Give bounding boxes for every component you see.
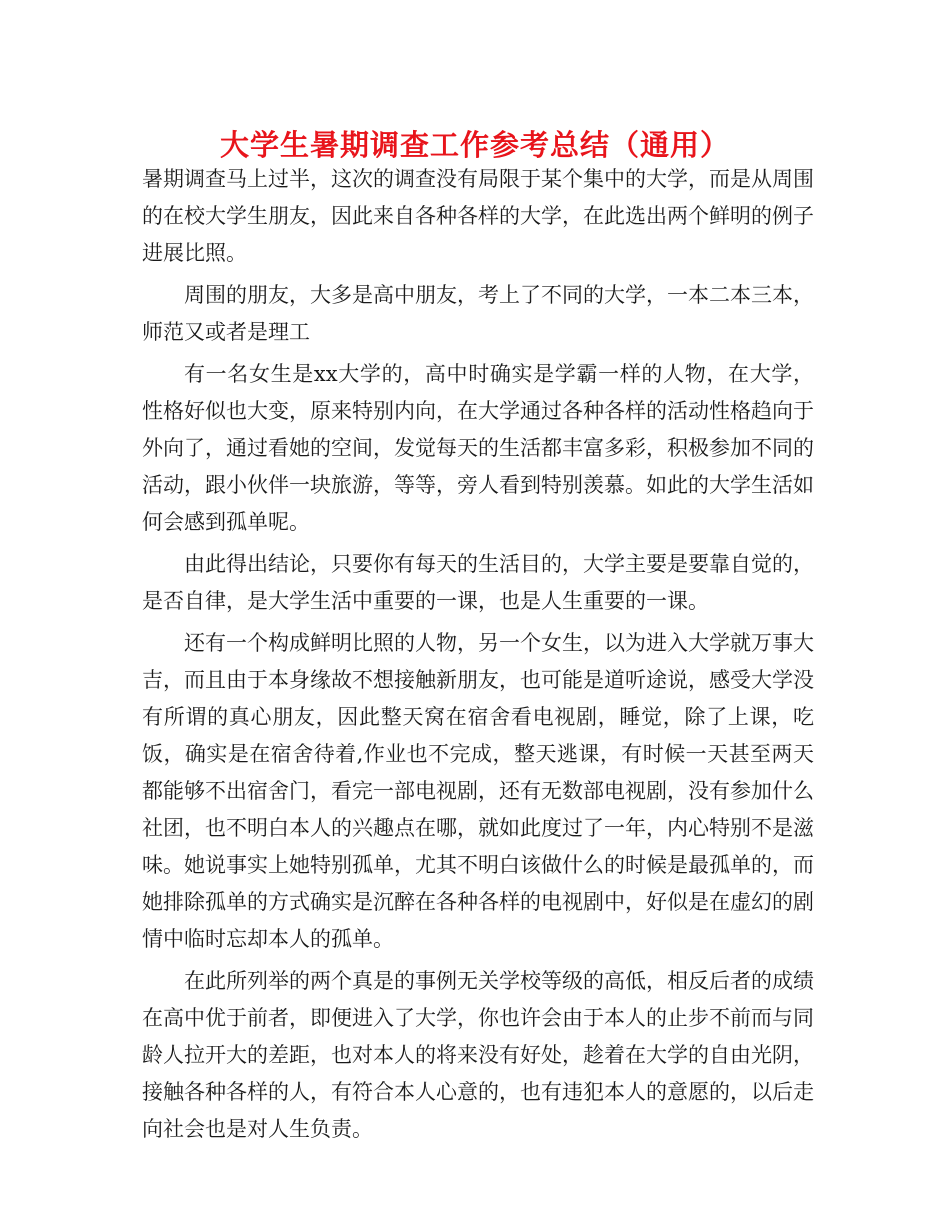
paragraph-intro: 暑期调查马上过半，这次的调查没有局限于某个集中的大学，而是从周围的在校大学生朋友，因此来自各种各样的大学，在此选出两个鲜明的例子进展比照。 xyxy=(142,167,814,265)
paragraph-conclusion: 由此得出结论，只要你有每天的生活目的，大学主要是要靠自觉的，是否自律，是大学生活中重要的一课，也是人生重要的一课。 xyxy=(142,552,814,613)
document-title: 大学生暑期调查工作参考总结（通用） xyxy=(219,128,730,162)
paragraph-summary: 在此所列举的两个真是的事例无关学校等级的高低，相反后者的成绩在高中优于前者，即便进入了大学，你也许会由于本人的止步不前而与同龄人拉开大的差距，也对本人的将来没有好处，趁着在大学的自由光阴，接触各种各样的人，有符合本人心意的，也有违犯本人的意愿的，以后走向社会也是对人生负责。 xyxy=(142,969,814,1141)
paragraph-second-example: 还有一个构成鲜明比照的人物，另一个女生，以为进入大学就万事大吉，而且由于本身缘故不想接触新朋友，也可能是道听途说，感受大学没有所谓的真心朋友，因此整天窝在宿舍看电视剧，睡觉，除了上课，吃饭，确实是在宿舍待着,作业也不完成，整天逃课，有时候一天甚至两天都能够不出宿舍门，看完一部电视剧，还有无数部电视剧，没有参加什么社团，也不明白本人的兴趣点在哪，就如此度过了一年，内心特别不是滋味。她说事实上她特别孤单，尤其不明白该做什么的时候是最孤单的，而她排除孤单的方式确实是沉醉在各种各样的电视剧中，好似是在虚幻的剧情中临时忘却本人的孤单。 xyxy=(142,631,814,951)
paragraph-friends: 周围的朋友，大多是高中朋友，考上了不同的大学，一本二本三本，师范又或者是理工 xyxy=(142,283,814,344)
document-body xyxy=(142,161,814,1153)
paragraph-first-example: 有一名女生是xx大学的，高中时确实是学霸一样的人物，在大学，性格好似也大变，原来特别内向，在大学通过各种各样的活动性格趋向于外向了，通过看她的空间，发觉每天的生活都丰富多彩，积极参加不同的活动，跟小伙伴一块旅游，等等，旁人看到特别羡慕。如此的大学生活如何会感到孤单呢。 xyxy=(142,362,814,534)
